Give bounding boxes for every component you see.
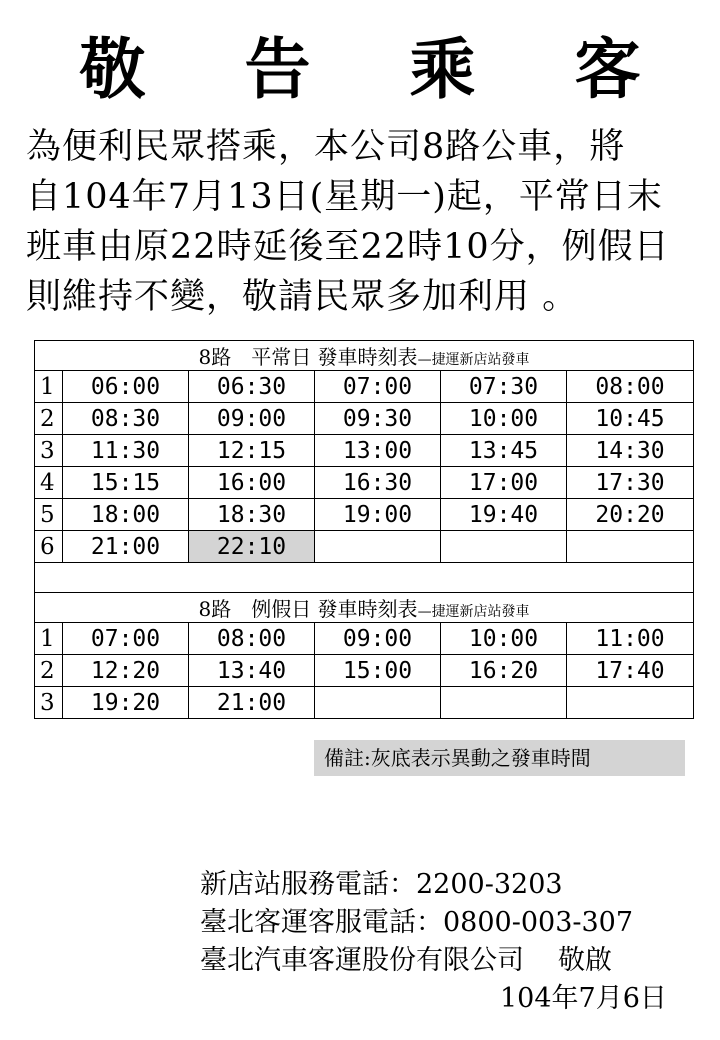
departure-time: 15:00 [315,655,441,687]
company-name: 臺北汽車客運股份有限公司 [200,945,524,976]
departure-time [567,687,694,719]
departure-time: 12:15 [189,435,315,467]
notice-line: 為便利民眾搭乘，本公司8路公車，將 [26,127,626,167]
table-header-note: —捷運新店站發車 [417,604,530,620]
departure-time: 19:20 [63,687,189,719]
signature: 敬啟 [558,945,612,976]
departure-time: 21:00 [189,687,315,719]
departure-time: 16:00 [189,467,315,499]
table-header [35,593,694,623]
departure-time: 13:40 [189,655,315,687]
departure-time: 07:00 [63,623,189,655]
departure-time: 16:30 [315,467,441,499]
table-header-row [35,593,694,623]
table-row [35,531,694,563]
departure-time: 13:00 [315,435,441,467]
row-number: 5 [35,499,63,531]
departure-time: 09:00 [189,403,315,435]
notice-body [26,122,710,322]
departure-time: 20:20 [567,499,694,531]
departure-time: 14:30 [567,435,694,467]
departure-time: 19:00 [315,499,441,531]
departure-time: 09:30 [315,403,441,435]
notice-line: 班車由原22時延後至22時10分，例假日 [26,227,670,267]
notice-line: 自104年7月13日(星期一)起，平常日末 [26,177,663,217]
table-header-title: 8路 例假日 發車時刻表 [198,597,418,621]
table-spacer-row [35,563,694,593]
departure-time: 08:30 [63,403,189,435]
table-header-note: —捷運新店站發車 [417,352,530,368]
departure-time: 22:10 [189,531,315,563]
departure-time: 17:30 [567,467,694,499]
departure-time: 15:15 [63,467,189,499]
departure-time [315,531,441,563]
row-number: 2 [35,403,63,435]
departure-time: 06:00 [63,371,189,403]
departure-time: 18:00 [63,499,189,531]
departure-time [567,531,694,563]
row-number: 1 [35,371,63,403]
departure-time: 18:30 [189,499,315,531]
row-number: 3 [35,687,63,719]
departure-time: 12:20 [63,655,189,687]
departure-time: 10:45 [567,403,694,435]
table-header-title: 8路 平常日 發車時刻表 [198,345,418,369]
departure-time: 17:40 [567,655,694,687]
table-row [35,687,694,719]
departure-time: 07:30 [441,371,567,403]
departure-time: 11:00 [567,623,694,655]
table-row [35,403,694,435]
station-phone: 新店站服務電話：2200-3203 [200,869,563,900]
table-row [35,435,694,467]
departure-time: 17:00 [441,467,567,499]
departure-time [441,531,567,563]
departure-time: 10:00 [441,623,567,655]
departure-time: 19:40 [441,499,567,531]
issue-date: 104年7月6日 [500,983,667,1014]
company-line [200,942,667,980]
departure-time: 08:00 [189,623,315,655]
departure-time: 06:30 [189,371,315,403]
row-number: 6 [35,531,63,563]
timetable [34,340,694,719]
departure-time [315,687,441,719]
table-row [35,623,694,655]
table-header [35,341,694,371]
departure-time: 07:00 [315,371,441,403]
departure-time: 11:30 [63,435,189,467]
departure-time [441,687,567,719]
table-row [35,499,694,531]
departure-time: 10:00 [441,403,567,435]
table-header-row [35,341,694,371]
row-number: 4 [35,467,63,499]
footer [200,866,667,1018]
table-row [35,655,694,687]
remark-note: 備註:灰底表示異動之發車時間 [314,740,685,776]
notice-line: 則維持不變，敬請民眾多加利用 。 [26,277,579,317]
departure-time: 09:00 [315,623,441,655]
departure-time: 08:00 [567,371,694,403]
departure-time: 21:00 [63,531,189,563]
table-row [35,467,694,499]
row-number: 2 [35,655,63,687]
notice-title: 敬 告 乘 客 [79,31,679,108]
departure-time: 16:20 [441,655,567,687]
departure-time: 13:45 [441,435,567,467]
row-number: 1 [35,623,63,655]
service-phone: 臺北客運客服電話：0800-003-307 [200,907,634,938]
table-row [35,371,694,403]
table-spacer [35,563,694,593]
row-number: 3 [35,435,63,467]
